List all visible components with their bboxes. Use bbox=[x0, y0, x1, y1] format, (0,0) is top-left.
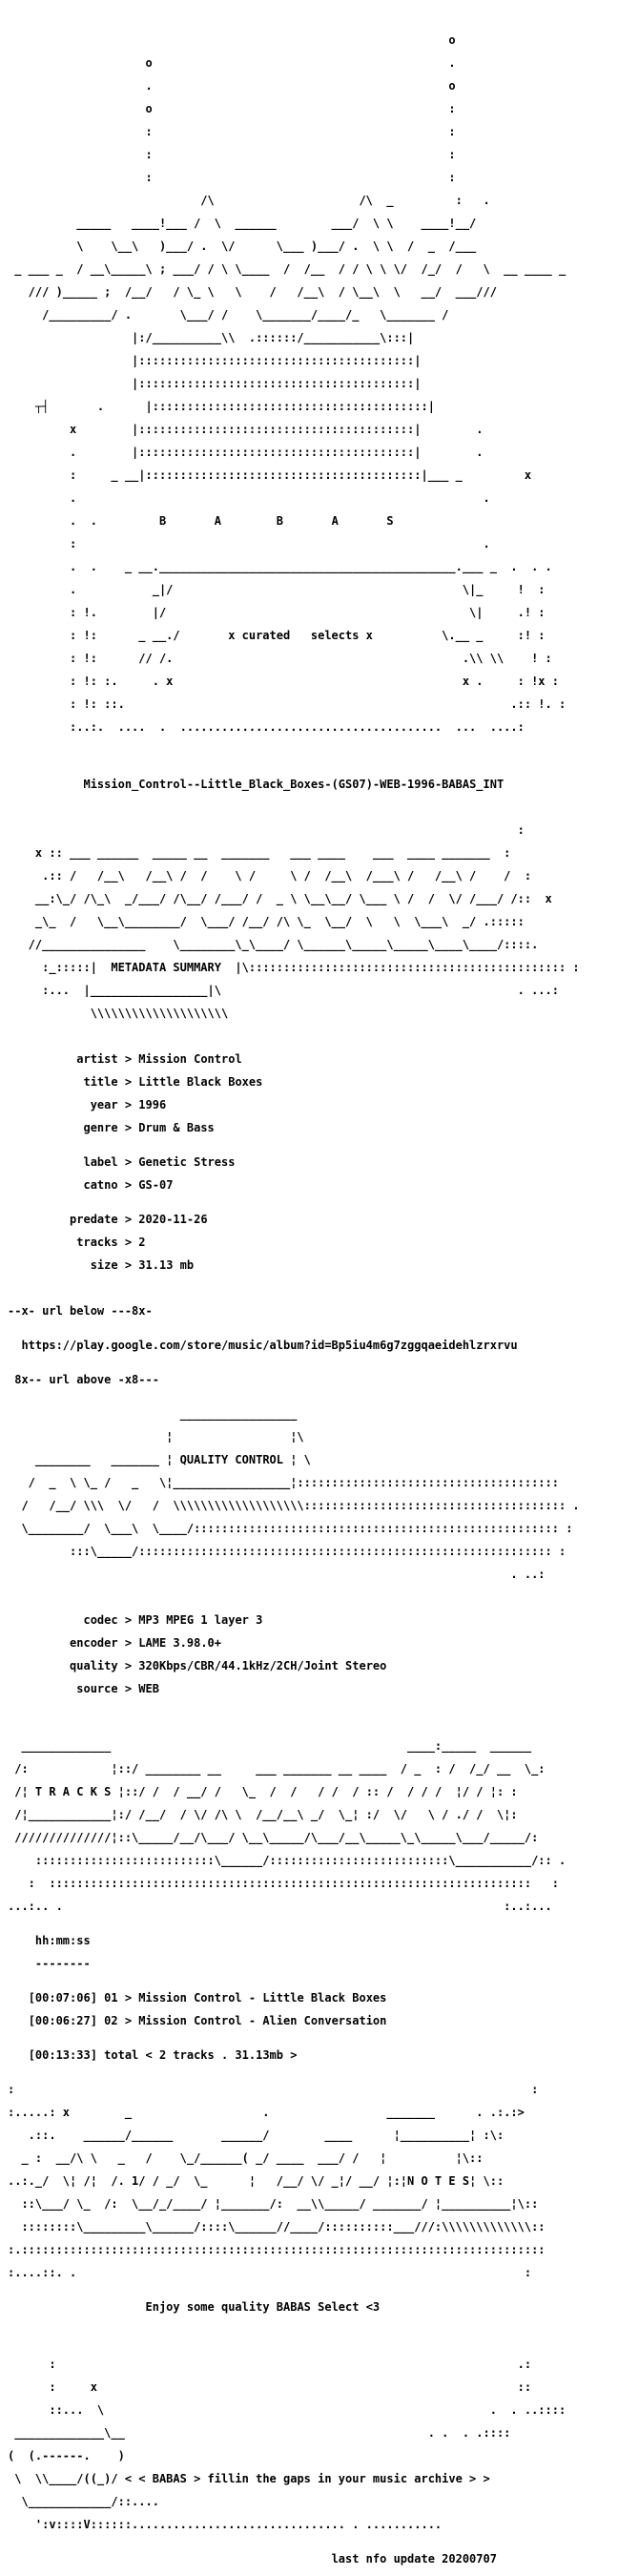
banner-letters: B A B A S bbox=[158, 514, 394, 528]
quality-field: source > WEB bbox=[55, 1682, 159, 1695]
tracks-heading: T R A C K S bbox=[34, 1785, 112, 1798]
quality-heading: QUALITY CONTROL bbox=[179, 1453, 283, 1466]
notes-heading: N O T E S bbox=[407, 2174, 470, 2188]
metadata-field: year > 1996 bbox=[55, 1098, 167, 1111]
metadata-field: size > 31.13 mb bbox=[55, 1258, 195, 1272]
nfo-document: o o . . o o : : : : : : : /\ /\ _ : . _____ ____!___ / \ ______ ___/ \ \ ____!__/ \ \__\ )___/ . \/ \___ )___/ . \ \ / _ /___ _ ___ _ / __\_____\ ; ___/ / \ \____ / /__ / / \ \ \/ /_/ / \ __ ____ _ /// )_____ ; /__/ / \_ \ \ / /__\ / \__\ \ __/ ___/// /_________/ . \___/ / \_______/____/_ \_______ / |:/__________\\ .::::::/___________\:::| |::::::::::::::::::::::::::::::::::::::::| |::::::::::::::::::::::::::::::::::::::::| ┬┤ . |::::::::::::::::::::::::::::::::::::::::| x |::::::::::::::::::::::::::::::::::::::::| . . |::::::::::::::::::::::::::::::::::::::::| . : _ __|::::::::::::::::::::::::::::::::::::::::|___ _ x . . . . B A B A S : . . . _ __.___________________________________________.___ _ . . . . _|/ \|_ ! : : !. |/ \| .! : : !: _ __./ x curated selects x \.__ _ :! : : !: // /. .\\ \\ ! : : !: :. . x x . : !x : : !: ::. .:: !. : :..:. .... . ...................................... ... ....: Mission_Control--Little_Black_Boxes-(GS07)-WEB-1996-BABAS_INT : x :: ___ ______ _____ __ _______ ___ ____ ___ ____ _______ : .:: / /__\ /__\ / / \ / \ / /__\ /___\ / /__\ / / : __:\_/ /\_\ _/___/ /\__/ /___/ / _ \ \__\__/ \___ \ / / \/ /___/ /:: x _\_ / \__\________/ \___/ /__/ /\ \_ \__/ \ \ \___\ _/ .::::: //_______________ \________\_\____/ \______\_____\_____\____\____/::::. :_:::::| METADATA SUMMARY |\:::::::::::::::::::::::::::::::::::::::::::::: : :... |_________________|\ . ...: \\\\\\\\\\\\\\\\\\\\ artist > Mission Control title > Little Black Boxes year > 1996 genre > Drum & Bass label > Genetic Stress catno > GS-07 predate > 2020-11-26 tracks > 2 size > 31.13 mb --x- url below ---8x- https://play.google.com/store/music/album?id=Bp5iu4m6g7zggqaeidehlzrxrvu 8x-- url above -x8--- _________________ ¦ ¦\ ________ _______ ¦ QUALITY CONTROL ¦ \ / _ \ \_ / _ \¦_________________¦:::::::::::::::::::::::::::::::::::::: / /__/ \\\ \/ / \\\\\\\\\\\\\\\\\\\:::::::::::::::::::::::::::::::::::::: . \________/ \___\ \____/::::::::::::::::::::::::::::::::::::::::::::::::::::: : :::\_____/:::::::::::::::::::::::::::::::::::::::::::::::::::::::::::: : . ..: codec > MP3 MPEG 1 layer 3 encoder > LAME 3.98.0+ quality > 320Kbps/CBR/44.1kHz/2CH/Joint Stereo source > WEB _____________ ____:_____ ______ /: ¦::/ ________ __ ___ _______ __ ____ / _ : / /_/ __ \_: /¦ T R A C K S ¦::/ / / __/ / \_ / / / / / :: / / / / ¦/ / ¦: : /¦____________¦:/ /__/ / \/ /\ \ /__/__\ _/ \_¦ :/ \/ \ / ./ / \¦: //////////////¦::\_____/__/\___/ \__\_____/\___/__\_____\_\_____\___/_____/: ::::::::::::::::::::::::::\______/::::::::::::::::::::::::::\___________/:: . : :::::::::::::::::::::::::::::::::::::::::::::::::::::::::::::::::::::: : ...:.. . :..:... hh:mm:ss -------- [00:07:06] 01 > Mission Control - Little Black Boxes [00:06:27] 02 > Mission Control - Alien Conversation [00:13:33] total < 2 tracks . 31.13mb > : : :.....: x _ . _______ . .:.:> .::. ______/______ ______/ ____ ¦__________¦ :\: _ : __/\ \ _ / \_/______( _/ ____ ___/ / ¦ ¦\:: ..:._/ \¦ /¦ /. 1/ / _/ \_ ¦ /__/ \/ _¦/ __/ ¦:¦N O T E S¦ \:: ::\___/ \_ /: \__/_/____/ ¦_______/: __\\_____/ _______/ ¦__________¦\:: ::::::::\_________\______/::::\______//____/::::::::::___///:\\\\\\\\\\\\\:: :.:::::::::::::::::::::::::::::::::::::::::::::::::::::::::::::::::::::::::::: :....::. . : Enjoy some quality BABAS Select <3 : .: : x :: ::... \ . . ..:::: _____________\__ . . . .:::: ( (.------. ) \ \\____/((_)/ < < BABAS > fillin the gaps in your music archive > > \____________/::.... ':v::::V::::::............................... . ........... last nfo update 20200707 bbox=[8, 0, 610, 2576]
tracks-total: [00:13:33] total < 2 tracks . 31.13mb > bbox=[28, 2048, 298, 2062]
quality-field: quality > 320Kbps/CBR/44.1kHz/2CH/Joint Stereo bbox=[55, 1659, 387, 1672]
url-above-marker: --x- url below ---8x- bbox=[8, 1304, 153, 1318]
last-update: last nfo update 20200707 bbox=[331, 2552, 497, 2566]
album-url: https://play.google.com/store/music/album?id=Bp5iu4m6g7zggqaeidehlzrxrvu bbox=[21, 1339, 518, 1352]
time-header: hh:mm:ss bbox=[34, 1934, 91, 1947]
footer-slogan: < < BABAS > fillin the gaps in your music archive > > bbox=[124, 2472, 490, 2485]
notes-text: Enjoy some quality BABAS Select <3 bbox=[145, 2300, 381, 2314]
metadata-field: tracks > 2 bbox=[55, 1236, 146, 1249]
track-row: [00:07:06] 01 > Mission Control - Little Black Boxes bbox=[28, 1991, 387, 2005]
quality-field: codec > MP3 MPEG 1 layer 3 bbox=[55, 1613, 263, 1627]
banner-tagline: x curated selects x bbox=[228, 629, 373, 642]
url-below-marker: 8x-- url above -x8--- bbox=[14, 1373, 159, 1386]
release-name: Mission_Control--Little_Black_Boxes-(GS07)-WEB-1996-BABAS_INT bbox=[83, 778, 505, 791]
metadata-field: label > Genetic Stress bbox=[55, 1155, 236, 1169]
track-row: [00:06:27] 02 > Mission Control - Alien Conversation bbox=[28, 2014, 387, 2027]
metadata-field: artist > Mission Control bbox=[55, 1052, 242, 1066]
metadata-field: predate > 2020-11-26 bbox=[55, 1213, 208, 1226]
time-rule: -------- bbox=[34, 1957, 91, 1970]
metadata-field: catno > GS-07 bbox=[49, 1178, 174, 1192]
metadata-field: title > Little Black Boxes bbox=[55, 1075, 263, 1089]
metadata-field: genre > Drum & Bass bbox=[55, 1121, 215, 1134]
metadata-heading: METADATA SUMMARY bbox=[111, 961, 221, 974]
quality-field: encoder > LAME 3.98.0+ bbox=[55, 1636, 221, 1650]
